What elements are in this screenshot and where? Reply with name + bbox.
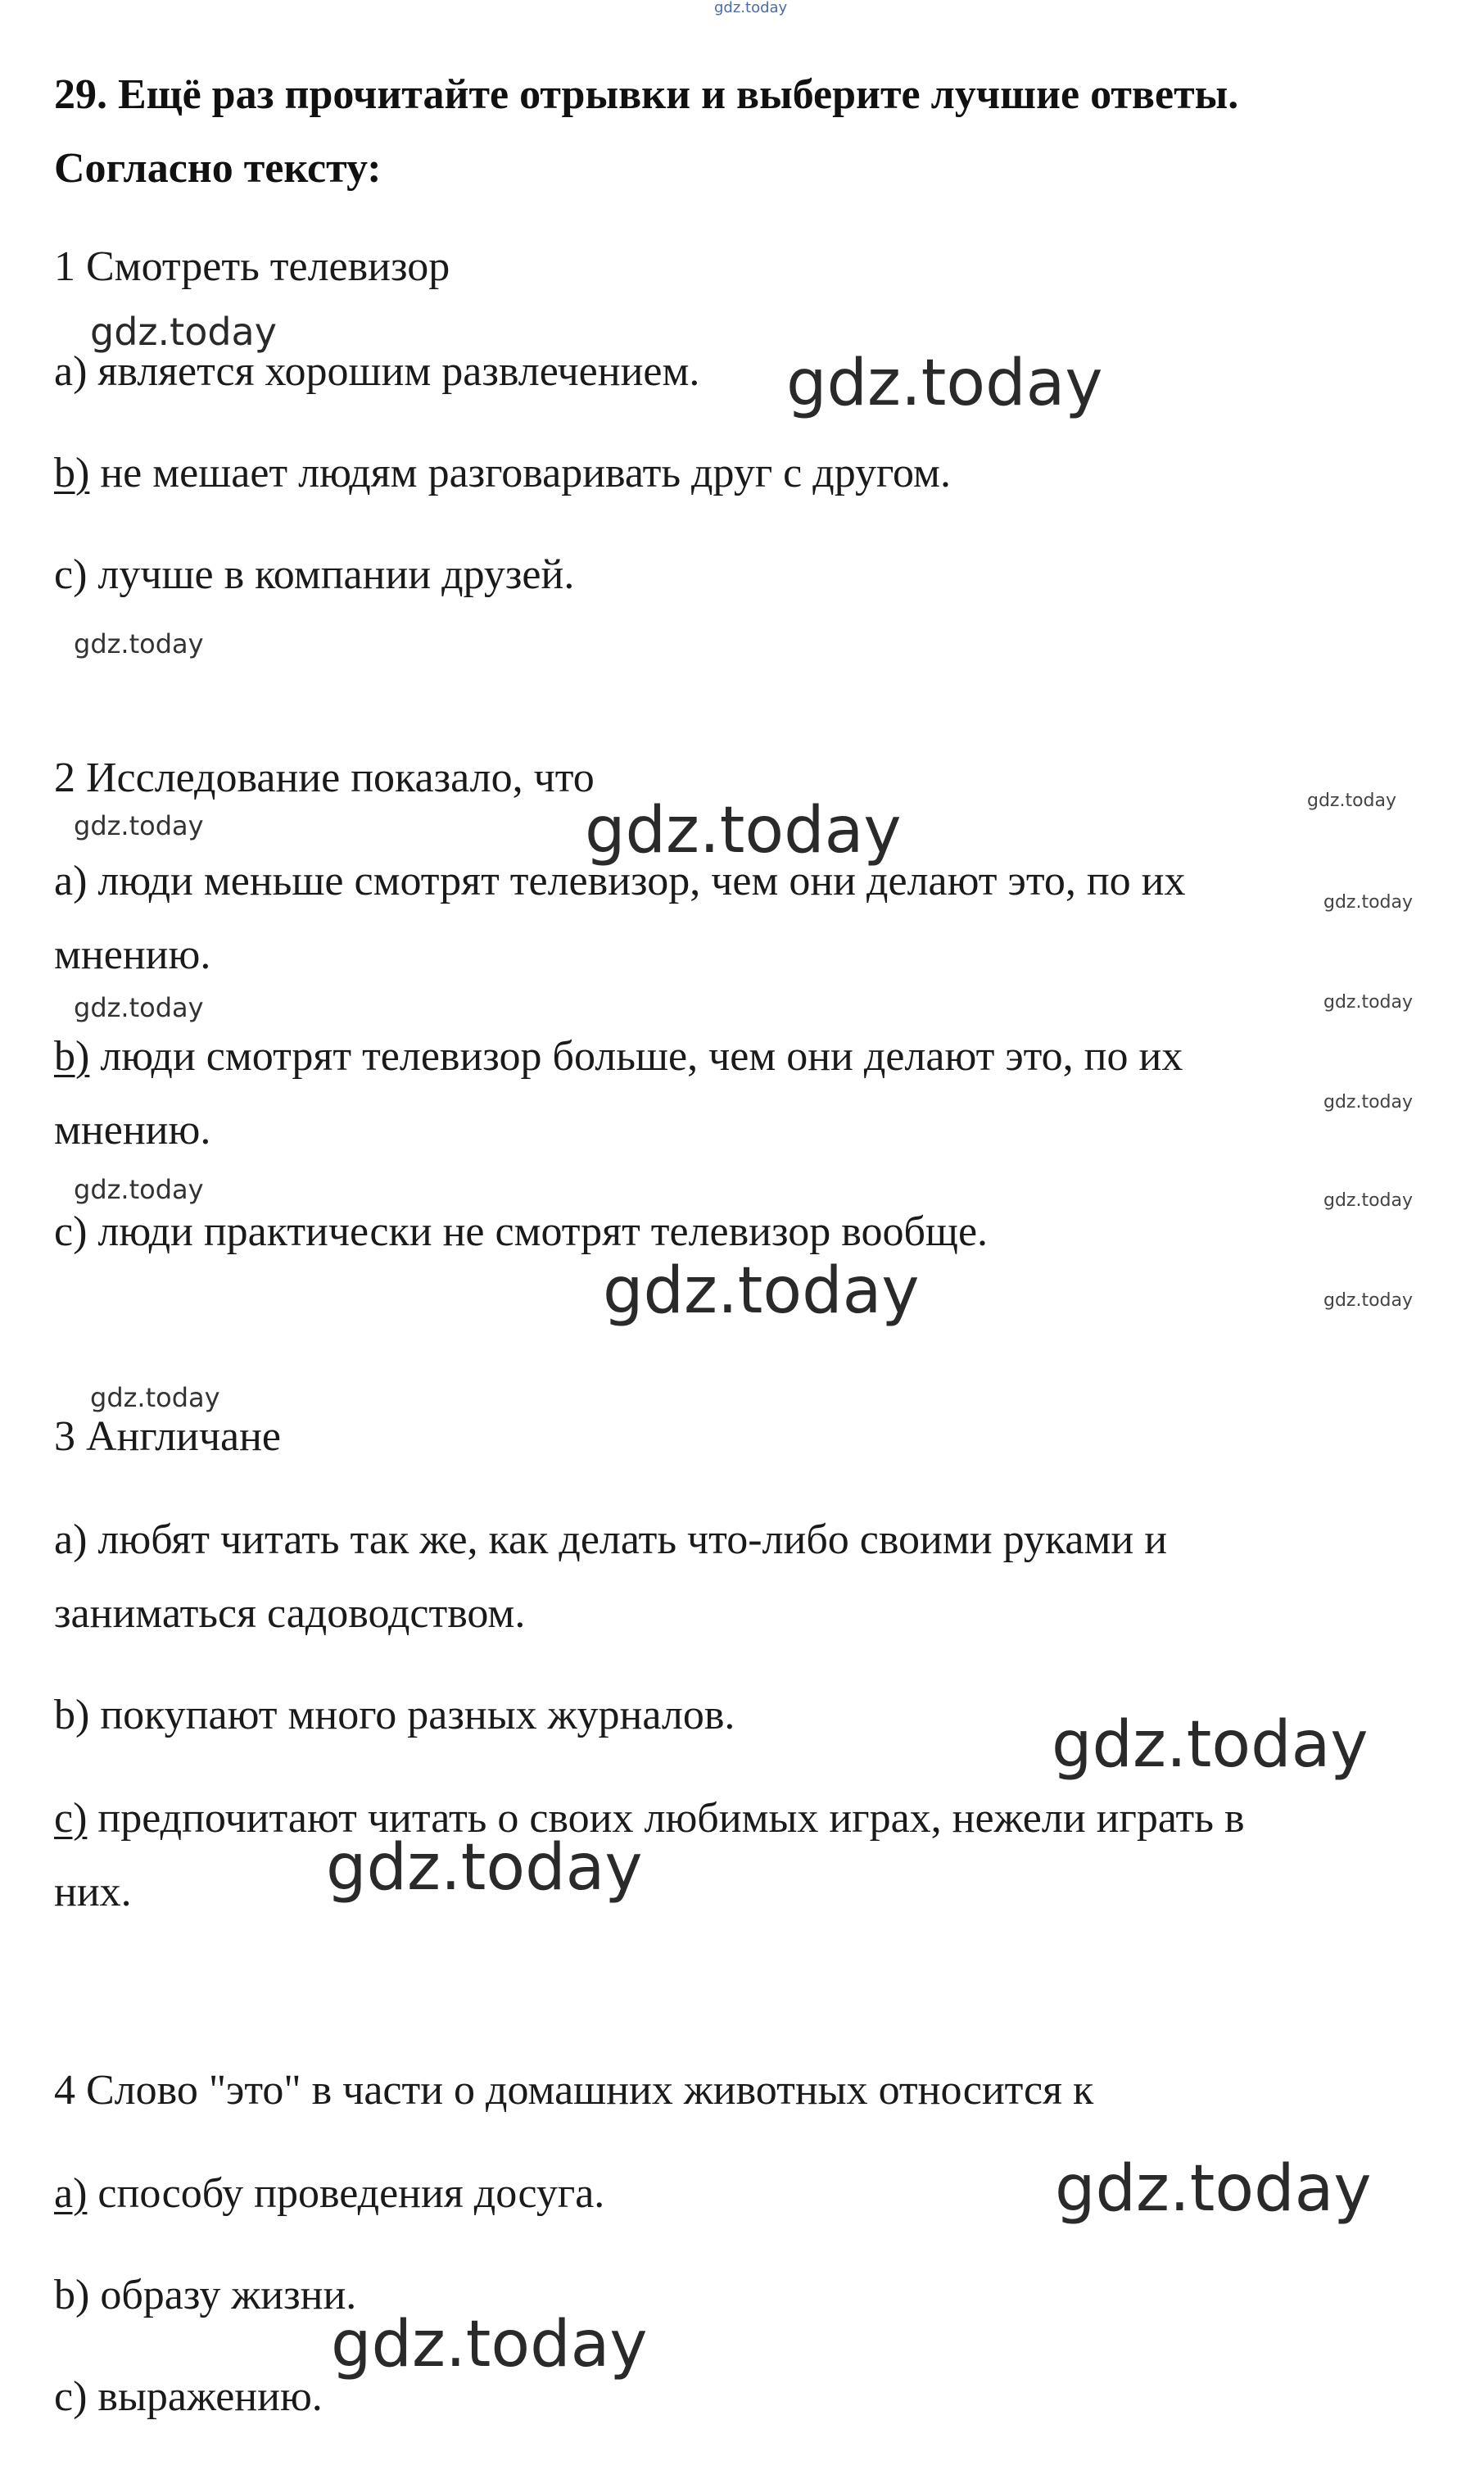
question-3-option-c <box>54 1794 1245 1843</box>
watermark: gdz.today <box>74 628 204 659</box>
option-text: способу проведения досуга. <box>87 2170 605 2217</box>
question-2-option-a <box>54 857 1186 906</box>
question-3-option-a-continuation: заниматься садоводством. <box>54 1590 526 1637</box>
option-text: люди меньше смотрят телевизор, чем они делают это, по их <box>87 858 1186 904</box>
option-text: является хорошим развлечением. <box>87 348 700 395</box>
question-1-stem: 1 Смотреть телевизор <box>54 243 450 290</box>
option-marker: b) <box>54 1692 90 1738</box>
question-1-option-b <box>54 449 951 498</box>
option-text: образу жизни. <box>89 2272 357 2318</box>
watermark: gdz.today <box>74 1174 204 1205</box>
watermark: gdz.today <box>585 794 902 868</box>
option-marker: a) <box>54 1516 88 1563</box>
watermark: gdz.today <box>603 1254 920 1328</box>
option-text: люди практически не смотрят телевизор вообще. <box>87 1208 989 1255</box>
question-4-stem: 4 Слово "это" в части о домашних животных относится к <box>54 2067 1094 2114</box>
task-title: 29. Ещё раз прочитайте отрывки и выберите лучшие ответы. <box>54 71 1239 118</box>
question-3-option-a <box>54 1516 1167 1565</box>
selected-option-marker: b) <box>54 1033 90 1080</box>
watermark: gdz.today <box>90 310 277 354</box>
option-text: люди смотрят телевизор больше, чем они делают это, по их <box>89 1033 1183 1080</box>
selected-option-marker: b) <box>54 450 90 496</box>
question-2-option-c <box>54 1208 988 1257</box>
question-2-stem: 2 Исследование показало, что <box>54 755 595 801</box>
option-marker: c) <box>54 1208 88 1255</box>
question-3-option-c-continuation: них. <box>54 1869 132 1915</box>
watermark: gdz.today <box>1323 892 1414 913</box>
selected-option-marker: c) <box>54 1795 88 1842</box>
question-2-option-b <box>54 1032 1183 1081</box>
watermark: gdz.today <box>326 1831 643 1905</box>
watermark: gdz.today <box>331 2308 648 2382</box>
option-text: лучше в компании друзей. <box>87 551 575 598</box>
task-subtitle: Согласно тексту: <box>54 145 382 192</box>
watermark: gdz.today <box>1323 1092 1414 1113</box>
question-3-stem: 3 Англичане <box>54 1413 281 1460</box>
watermark: gdz.today <box>786 347 1103 420</box>
watermark: gdz.today <box>1055 2152 1372 2226</box>
option-marker: a) <box>54 348 88 395</box>
option-marker: b) <box>54 2272 90 2318</box>
option-text: предпочитают читать о своих любимых играх, нежели играть в <box>87 1795 1245 1842</box>
question-4-option-a <box>54 2169 604 2218</box>
question-4-option-c <box>54 2372 323 2422</box>
watermark: gdz.today <box>74 810 204 841</box>
option-text: любят читать так же, как делать что-либо своими руками и <box>87 1516 1168 1563</box>
question-4-option-b <box>54 2271 356 2320</box>
header-watermark: gdz.today <box>714 0 788 16</box>
selected-option-marker: a) <box>54 2170 88 2217</box>
option-text: покупают много разных журналов. <box>89 1692 735 1738</box>
option-marker: c) <box>54 551 88 598</box>
option-text: выражению. <box>87 2373 323 2420</box>
question-3-option-b <box>54 1691 735 1740</box>
question-1-option-c <box>54 551 574 600</box>
option-marker: c) <box>54 2373 88 2420</box>
option-text: не мешает людям разговаривать друг с другом. <box>89 450 951 496</box>
question-1-option-a <box>54 347 699 397</box>
watermark: gdz.today <box>90 1382 220 1413</box>
option-marker: a) <box>54 858 88 904</box>
question-2-option-a-continuation: мнению. <box>54 931 211 978</box>
watermark: gdz.today <box>1323 1290 1414 1311</box>
watermark: gdz.today <box>1323 992 1414 1013</box>
watermark: gdz.today <box>1052 1708 1369 1782</box>
watermark: gdz.today <box>1307 791 1397 811</box>
question-2-option-b-continuation: мнению. <box>54 1107 211 1153</box>
watermark: gdz.today <box>74 992 204 1023</box>
watermark: gdz.today <box>1323 1190 1414 1211</box>
